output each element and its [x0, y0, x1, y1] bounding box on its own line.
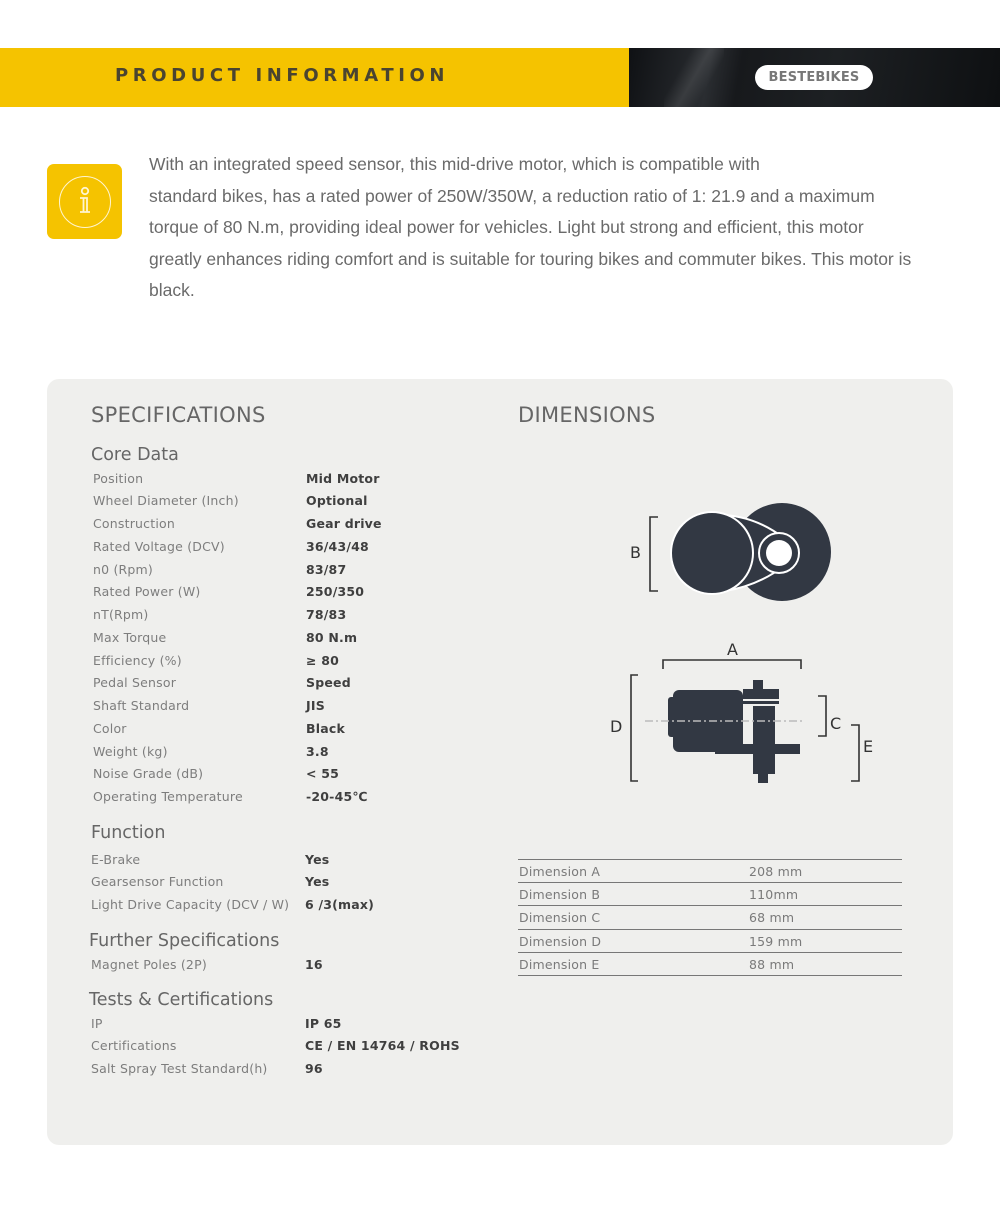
description-line: black.: [149, 280, 195, 300]
dimension-value: 88 mm: [749, 956, 795, 972]
spec-value: 3.8: [306, 743, 329, 759]
spec-value: Mid Motor: [306, 470, 380, 486]
info-icon: [47, 164, 122, 239]
spec-value: 16: [305, 956, 323, 972]
dimension-a-label: A: [727, 640, 738, 659]
dimension-value: 110mm: [749, 887, 799, 903]
spec-value: 6 /3(max): [305, 897, 375, 912]
spec-row: [93, 673, 453, 693]
product-description: [149, 149, 949, 307]
section-heading-core-data: Core Data: [91, 445, 179, 465]
spec-label: Noise Grade (dB): [93, 766, 204, 782]
spec-row: [91, 872, 451, 892]
spec-row: [93, 741, 453, 761]
spec-label: Weight (kg): [93, 743, 168, 759]
dimension-row-d: [518, 930, 902, 953]
brand-logo: BESTEBIKES: [755, 65, 873, 90]
dimension-label: Dimension D: [519, 933, 602, 949]
dimension-row-a: [518, 860, 902, 883]
spec-value: 83/87: [306, 561, 347, 577]
spec-row: [91, 954, 451, 974]
spec-row: [93, 468, 453, 488]
description-line: torque of 80 N.m, providing ideal power for vehicles. Light but strong and efficient, this motor: [149, 217, 864, 237]
dimension-value: 159 mm: [749, 933, 803, 949]
spec-value: 80 N.m: [306, 629, 358, 645]
spec-value: Speed: [306, 675, 351, 691]
spec-row: [93, 514, 453, 534]
spec-row: [93, 696, 453, 716]
spec-value: IP 65: [305, 1015, 342, 1031]
spec-label: Max Torque: [93, 629, 167, 645]
info-i-glyph: [74, 186, 96, 218]
spec-label: Pedal Sensor: [93, 675, 177, 691]
spec-row: [91, 1013, 451, 1033]
spec-label: E-Brake: [91, 851, 141, 867]
dimension-d-label: D: [610, 717, 623, 736]
spec-value: Yes: [305, 874, 330, 890]
spec-value: 36/43/48: [306, 538, 369, 554]
dimension-label: Dimension A: [519, 864, 601, 879]
section-heading-tests-certifications: Tests & Certifications: [89, 990, 274, 1010]
info-icon-circle: [59, 176, 111, 228]
banner-brand-area: [629, 48, 1000, 107]
spec-row: [93, 787, 453, 807]
spec-row: [93, 491, 453, 511]
spec-label: Gearsensor Function: [91, 874, 224, 890]
spec-row: [91, 849, 451, 869]
dimension-c-label: C: [830, 714, 842, 733]
spec-row: [93, 559, 453, 579]
dimensions-heading: DIMENSIONS: [518, 403, 656, 427]
dimensions-table: [518, 859, 902, 976]
spec-row: [91, 895, 451, 915]
spec-value: Optional: [306, 493, 368, 509]
dimension-row-c: [518, 906, 902, 929]
spec-value: < 55: [306, 766, 340, 782]
spec-row: [91, 1036, 460, 1056]
dimension-label: Dimension C: [519, 910, 601, 926]
spec-value: Gear drive: [306, 516, 382, 531]
spec-value: JIS: [306, 698, 325, 713]
spec-value: CE / EN 14764 / ROHS: [305, 1038, 460, 1054]
section-heading-further-specifications: Further Specifications: [89, 931, 280, 951]
spec-row: [93, 536, 453, 556]
motor-side-view-diagram: [615, 495, 845, 610]
spec-row: [91, 1059, 451, 1079]
spec-label: Construction: [93, 516, 175, 531]
spec-label: Wheel Diameter (Inch): [93, 493, 239, 509]
dimension-row-b: [518, 883, 902, 906]
spec-label: Certifications: [91, 1038, 177, 1054]
specifications-heading: SPECIFICATIONS: [91, 403, 266, 427]
spec-label: Position: [93, 470, 144, 486]
spec-label: Color: [93, 720, 127, 736]
spec-row: [93, 650, 453, 670]
description-line: With an integrated speed sensor, this mid-drive motor, which is compatible with: [149, 154, 760, 174]
spec-label: Magnet Poles (2P): [91, 956, 207, 972]
dimension-row-e: [518, 953, 902, 976]
spec-label: Shaft Standard: [93, 698, 190, 713]
spec-row: [93, 718, 453, 738]
description-line: standard bikes, has a rated power of 250W/350W, a reduction ratio of 1: 21.9 and a maximum: [149, 185, 875, 206]
dimension-label: Dimension E: [519, 956, 600, 972]
spec-label: nT(Rpm): [93, 607, 149, 622]
spec-label: n0 (Rpm): [93, 561, 153, 577]
spec-label: Rated Power (W): [93, 584, 201, 600]
spec-row: [93, 582, 453, 602]
spec-label: Efficiency (%): [93, 652, 182, 668]
spec-label: Rated Voltage (DCV): [93, 538, 225, 554]
spec-label: Light Drive Capacity (DCV / W): [91, 897, 290, 912]
spec-row: [93, 627, 453, 647]
description-line: greatly enhances riding comfort and is suitable for touring bikes and commuter bikes. This motor is: [149, 248, 912, 269]
dimension-value: 208 mm: [749, 864, 803, 879]
spec-row: [93, 764, 453, 784]
spec-value: 96: [305, 1061, 323, 1076]
banner-title-area: [0, 48, 629, 107]
dimension-label: Dimension B: [519, 887, 601, 903]
spec-row: [93, 605, 453, 625]
spec-value: Yes: [305, 851, 330, 867]
spec-label: IP: [91, 1015, 103, 1031]
dimension-e-label: E: [863, 737, 874, 756]
spec-value: -20-45℃: [306, 789, 368, 804]
spec-value: ≥ 80: [306, 652, 340, 668]
motor-front-view-diagram: [605, 637, 885, 787]
dimension-b-label: B: [630, 543, 641, 562]
section-heading-function: Function: [91, 823, 166, 843]
dimension-value: 68 mm: [749, 910, 795, 926]
spec-label: Salt Spray Test Standard(h): [91, 1061, 268, 1076]
product-information-banner: [0, 48, 1000, 107]
banner-title: PRODUCT INFORMATION: [115, 65, 450, 86]
spec-value: Black: [306, 720, 345, 736]
spec-value: 78/83: [306, 607, 347, 622]
spec-value: 250/350: [306, 584, 365, 600]
spec-label: Operating Temperature: [93, 789, 243, 804]
